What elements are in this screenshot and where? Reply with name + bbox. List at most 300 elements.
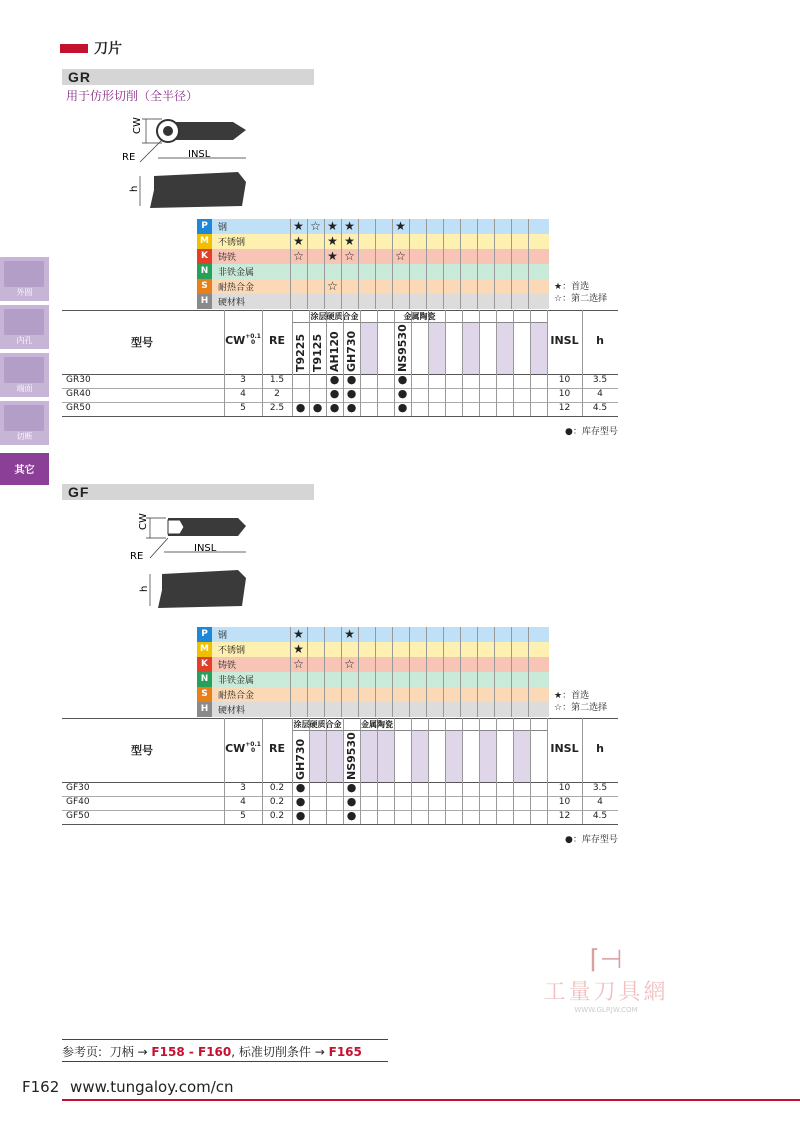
material-name: 非铁金属: [218, 676, 255, 686]
column-divider: [224, 310, 225, 416]
column-divider: [341, 702, 342, 717]
column-divider: [494, 687, 495, 702]
cw-cell: 5: [240, 403, 246, 413]
h-header: h: [596, 334, 604, 347]
column-divider: [426, 672, 427, 687]
header-accent-bar: [60, 44, 88, 53]
stock-dot: ●: [346, 781, 357, 794]
column-divider: [358, 657, 359, 672]
column-divider: [360, 718, 361, 824]
section-title-gf: GF: [62, 484, 314, 500]
cw-cell: 5: [240, 811, 246, 821]
grade-column-shade: [309, 730, 326, 782]
material-name: 钢: [218, 223, 228, 233]
column-divider: [494, 249, 495, 264]
column-divider: [477, 627, 478, 642]
re-cell: 0.2: [269, 811, 285, 821]
re-cell: 0.2: [269, 783, 285, 793]
column-divider: [358, 219, 359, 234]
insl-cell: 10: [558, 797, 571, 807]
column-divider: [479, 310, 480, 416]
grade-symbol: ☆: [293, 249, 304, 263]
stock-note-gr: ●：库存型号: [565, 427, 618, 437]
column-divider: [443, 672, 444, 687]
column-divider: [307, 264, 308, 279]
column-divider: [494, 642, 495, 657]
gf-cw-label: CW: [138, 513, 149, 530]
column-divider: [426, 234, 427, 249]
grade-column-shade: [445, 730, 462, 782]
cw-cell: 4: [240, 389, 246, 399]
gf-insert-diagram: [128, 512, 258, 612]
column-divider: [511, 657, 512, 672]
material-code-badge: S: [197, 279, 212, 294]
material-row-p: [197, 627, 549, 642]
grade-symbol: ☆: [344, 657, 355, 671]
column-divider: [460, 672, 461, 687]
tab-boring[interactable]: 内孔: [0, 305, 49, 349]
column-divider: [460, 657, 461, 672]
column-divider: [358, 627, 359, 642]
column-divider: [426, 219, 427, 234]
column-divider: [409, 234, 410, 249]
model-cell: GF40: [66, 797, 90, 807]
column-divider: [409, 672, 410, 687]
column-divider: [460, 294, 461, 309]
column-divider: [324, 687, 325, 702]
column-divider: [392, 642, 393, 657]
insl-cell: 12: [558, 811, 571, 821]
tab-outer-turning[interactable]: 外圆: [0, 257, 49, 301]
column-divider: [528, 249, 529, 264]
column-divider: [426, 642, 427, 657]
grade-column-shade: [326, 730, 343, 782]
page-header: [60, 38, 122, 58]
column-divider: [426, 294, 427, 309]
stock-dot: ●: [312, 401, 323, 414]
face-thumbnail: [4, 357, 44, 383]
column-divider: [443, 627, 444, 642]
grade-symbol: ★: [327, 219, 338, 233]
model-cell: GF50: [66, 811, 90, 821]
material-code-badge: S: [197, 687, 212, 702]
cw-cell: 3: [240, 783, 246, 793]
watermark: [536, 945, 676, 1014]
re-header: RE: [269, 334, 285, 347]
column-divider: [528, 687, 529, 702]
column-divider: [324, 627, 325, 642]
stock-dot: ●: [329, 373, 340, 386]
insl-cell: 12: [558, 403, 571, 413]
re-cell: 2: [274, 389, 280, 399]
column-divider: [443, 642, 444, 657]
column-divider: [494, 657, 495, 672]
column-divider: [307, 657, 308, 672]
column-divider: [290, 294, 291, 309]
column-divider: [392, 234, 393, 249]
page-title: 刀片: [94, 41, 122, 57]
column-divider: [428, 718, 429, 824]
column-divider: [511, 264, 512, 279]
stock-dot: ●: [346, 373, 357, 386]
stock-dot: ●: [346, 795, 357, 808]
h-cell: 3.5: [592, 375, 608, 385]
grade-name: GH730: [294, 738, 307, 780]
column-divider: [375, 249, 376, 264]
column-divider: [290, 687, 291, 702]
column-divider: [409, 642, 410, 657]
column-divider: [307, 642, 308, 657]
column-divider: [547, 310, 548, 416]
column-divider: [477, 219, 478, 234]
legend-gr: [554, 281, 607, 305]
column-divider: [477, 249, 478, 264]
column-divider: [443, 657, 444, 672]
column-divider: [477, 657, 478, 672]
grade-symbol: ★: [293, 234, 304, 248]
column-divider: [494, 279, 495, 294]
column-divider: [290, 702, 291, 717]
column-divider: [375, 657, 376, 672]
column-divider: [358, 294, 359, 309]
grade-group-label: 涂层硬质合金: [310, 312, 359, 321]
column-divider: [479, 718, 480, 824]
grade-name: T9125: [311, 333, 324, 372]
column-divider: [443, 294, 444, 309]
cw-tolerance: +0.1 0: [245, 741, 261, 754]
material-name: 硬材料: [218, 706, 246, 716]
gr-re-label: RE: [122, 152, 136, 163]
insl-cell: 10: [558, 375, 571, 385]
insl-header: INSL: [550, 334, 579, 347]
model-header: 型号: [131, 336, 153, 349]
stock-dot: ●: [397, 387, 408, 400]
column-divider: [326, 718, 327, 824]
material-name: 硬材料: [218, 298, 246, 308]
column-divider: [426, 687, 427, 702]
gr-cw-label: CW: [132, 117, 143, 134]
column-divider: [341, 279, 342, 294]
stock-dot: ●: [397, 401, 408, 414]
column-divider: [528, 279, 529, 294]
cw-tolerance: +0.1 0: [245, 333, 261, 346]
column-divider: [409, 279, 410, 294]
column-divider: [477, 294, 478, 309]
material-symbol-cells: [290, 249, 549, 264]
column-divider: [494, 264, 495, 279]
grade-column-shade: [411, 730, 428, 782]
column-divider: [511, 642, 512, 657]
column-divider: [443, 219, 444, 234]
model-cell: GF30: [66, 783, 90, 793]
grade-column-shade: [462, 322, 479, 374]
material-row-n: [197, 264, 549, 279]
h-cell: 4.5: [592, 811, 608, 821]
grade-column-shade: [513, 730, 530, 782]
column-divider: [409, 249, 410, 264]
grade-group-label: 金属陶瓷: [361, 720, 393, 729]
column-divider: [392, 279, 393, 294]
column-divider: [307, 249, 308, 264]
column-divider: [443, 687, 444, 702]
material-code-badge: N: [197, 672, 212, 687]
column-divider: [530, 310, 531, 416]
column-divider: [392, 627, 393, 642]
grade-column-shade: [428, 322, 445, 374]
cw-header: CW +0.1 0: [225, 741, 261, 755]
watermark-logo-text: 工量刀具網: [543, 980, 669, 1005]
column-divider: [392, 294, 393, 309]
column-divider: [477, 702, 478, 717]
material-code-badge: M: [197, 642, 212, 657]
table-rule: [62, 416, 618, 417]
column-divider: [511, 294, 512, 309]
table-rule: [62, 782, 618, 783]
material-code-badge: P: [197, 627, 212, 642]
column-divider: [375, 279, 376, 294]
column-divider: [426, 279, 427, 294]
grade-name: AH120: [328, 331, 341, 372]
column-divider: [324, 264, 325, 279]
column-divider: [309, 718, 310, 824]
column-divider: [375, 627, 376, 642]
column-divider: [375, 219, 376, 234]
grade-symbol: ★: [327, 234, 338, 248]
column-divider: [409, 687, 410, 702]
tab-other[interactable]: 其它: [0, 453, 49, 485]
column-divider: [528, 657, 529, 672]
column-divider: [341, 672, 342, 687]
grade-name: GH730: [345, 330, 358, 372]
column-divider: [341, 264, 342, 279]
cutting-conditions-link[interactable]: F165: [328, 1045, 362, 1059]
column-divider: [341, 642, 342, 657]
column-divider: [394, 718, 395, 824]
material-code-badge: N: [197, 264, 212, 279]
re-cell: 1.5: [269, 375, 285, 385]
column-divider: [426, 627, 427, 642]
grade-symbol: ☆: [344, 249, 355, 263]
material-row-s: [197, 279, 549, 294]
column-divider: [460, 279, 461, 294]
material-code-badge: K: [197, 657, 212, 672]
column-divider: [477, 642, 478, 657]
group-rule: [292, 730, 547, 731]
gf-table: [62, 718, 618, 828]
material-symbol-cells: [290, 672, 549, 687]
model-cell: GR40: [66, 389, 91, 399]
stock-dot: ●: [295, 809, 306, 822]
column-divider: [528, 642, 529, 657]
column-divider: [511, 627, 512, 642]
holder-pages-link[interactable]: F158 - F160: [151, 1045, 232, 1059]
column-divider: [477, 264, 478, 279]
column-divider: [358, 234, 359, 249]
h-cell: 4: [597, 389, 603, 399]
legend-second-choice: ☆：第二选择: [554, 294, 608, 304]
column-divider: [307, 294, 308, 309]
grade-symbol: ☆: [395, 249, 406, 263]
column-divider: [324, 294, 325, 309]
column-divider: [477, 687, 478, 702]
column-divider: [511, 279, 512, 294]
column-divider: [496, 310, 497, 416]
column-divider: [511, 672, 512, 687]
column-divider: [462, 310, 463, 416]
material-row-m: [197, 642, 549, 657]
column-divider: [307, 627, 308, 642]
column-divider: [426, 264, 427, 279]
column-divider: [358, 264, 359, 279]
column-divider: [290, 264, 291, 279]
column-divider: [358, 702, 359, 717]
legend-first-choice: ★：首选: [554, 691, 590, 701]
column-divider: [494, 294, 495, 309]
column-divider: [494, 219, 495, 234]
material-row-h: [197, 294, 549, 309]
grade-symbol: ☆: [293, 657, 304, 671]
column-divider: [307, 702, 308, 717]
material-name: 不锈钢: [218, 646, 246, 656]
column-divider: [375, 672, 376, 687]
re-header: RE: [269, 742, 285, 755]
column-divider: [392, 264, 393, 279]
material-name: 不锈钢: [218, 238, 246, 248]
column-divider: [324, 672, 325, 687]
grade-column-shade: [496, 322, 513, 374]
reference-top-rule: [62, 1039, 388, 1040]
material-row-s: [197, 687, 549, 702]
column-divider: [358, 279, 359, 294]
material-name: 耐热合金: [218, 691, 255, 701]
column-divider: [392, 687, 393, 702]
gf-h-label: h: [139, 585, 150, 592]
column-divider: [513, 718, 514, 824]
column-divider: [496, 718, 497, 824]
gr-h-label: h: [129, 185, 140, 192]
material-symbol-cells: [290, 279, 549, 294]
column-divider: [262, 718, 263, 824]
material-symbol-cells: [290, 657, 549, 672]
column-divider: [460, 702, 461, 717]
grade-column-shade: [530, 322, 547, 374]
model-header: 型号: [131, 744, 153, 757]
column-divider: [477, 279, 478, 294]
stock-dot: ●: [295, 781, 306, 794]
page-number: F162: [22, 1078, 60, 1096]
column-divider: [530, 718, 531, 824]
material-symbol-cells: [290, 294, 549, 309]
material-name: 耐热合金: [218, 283, 255, 293]
column-divider: [409, 219, 410, 234]
grade-column-shade: [479, 730, 496, 782]
material-symbol-cells: [290, 219, 549, 234]
grade-column-shade: [360, 322, 377, 374]
material-code-badge: P: [197, 219, 212, 234]
column-divider: [477, 234, 478, 249]
column-divider: [358, 249, 359, 264]
column-divider: [582, 718, 583, 824]
stock-dot: ●: [329, 387, 340, 400]
column-divider: [511, 219, 512, 234]
column-divider: [341, 687, 342, 702]
cw-cell: 3: [240, 375, 246, 385]
column-divider: [392, 672, 393, 687]
stock-dot: ●: [329, 401, 340, 414]
column-divider: [511, 234, 512, 249]
column-divider: [426, 249, 427, 264]
grade-symbol: ☆: [327, 279, 338, 293]
legend-first-choice: ★：首选: [554, 282, 590, 292]
column-divider: [392, 657, 393, 672]
column-divider: [409, 294, 410, 309]
column-divider: [528, 264, 529, 279]
insl-cell: 10: [558, 389, 571, 399]
website-link[interactable]: www.tungaloy.com/cn: [70, 1078, 234, 1096]
section-title-gr: GR: [62, 69, 314, 85]
model-cell: GR50: [66, 403, 91, 413]
tab-cutoff[interactable]: 切断: [0, 401, 49, 445]
column-divider: [324, 642, 325, 657]
material-name: 铸铁: [218, 661, 237, 671]
column-divider: [409, 702, 410, 717]
column-divider: [290, 279, 291, 294]
h-header: h: [596, 742, 604, 755]
re-cell: 0.2: [269, 797, 285, 807]
column-divider: [290, 672, 291, 687]
column-divider: [460, 642, 461, 657]
grade-symbol: ★: [293, 642, 304, 656]
column-divider: [307, 234, 308, 249]
column-divider: [411, 310, 412, 416]
column-divider: [409, 657, 410, 672]
column-divider: [445, 310, 446, 416]
material-symbol-cells: [290, 642, 549, 657]
column-divider: [445, 718, 446, 824]
grade-symbol: ★: [293, 627, 304, 641]
column-divider: [392, 702, 393, 717]
material-row-h: [197, 702, 549, 717]
gf-insl-label: INSL: [194, 543, 217, 554]
footer-rule: [62, 1099, 800, 1101]
column-divider: [375, 294, 376, 309]
material-symbol-cells: [290, 234, 549, 249]
column-divider: [547, 718, 548, 824]
grade-group-label: 金属陶瓷: [403, 312, 436, 321]
column-divider: [443, 234, 444, 249]
material-symbol-cells: [290, 687, 549, 702]
column-divider: [375, 234, 376, 249]
column-divider: [494, 234, 495, 249]
h-cell: 4.5: [592, 403, 608, 413]
grade-name: NS9530: [396, 324, 409, 372]
legend-second-choice: ☆：第二选择: [554, 703, 608, 713]
column-divider: [409, 264, 410, 279]
column-divider: [307, 672, 308, 687]
material-name: 非铁金属: [218, 268, 255, 278]
column-divider: [443, 702, 444, 717]
watermark-url: WWW.GLRJW.COM: [574, 1006, 638, 1014]
gr-insl-label: INSL: [188, 149, 211, 160]
group-rule: [292, 322, 547, 323]
grade-name: T9225: [294, 333, 307, 372]
material-row-k: [197, 249, 549, 264]
stock-note-gf: ●：库存型号: [565, 835, 618, 845]
tab-face[interactable]: 端面: [0, 353, 49, 397]
column-divider: [528, 294, 529, 309]
column-divider: [460, 627, 461, 642]
table-rule: [62, 810, 618, 811]
